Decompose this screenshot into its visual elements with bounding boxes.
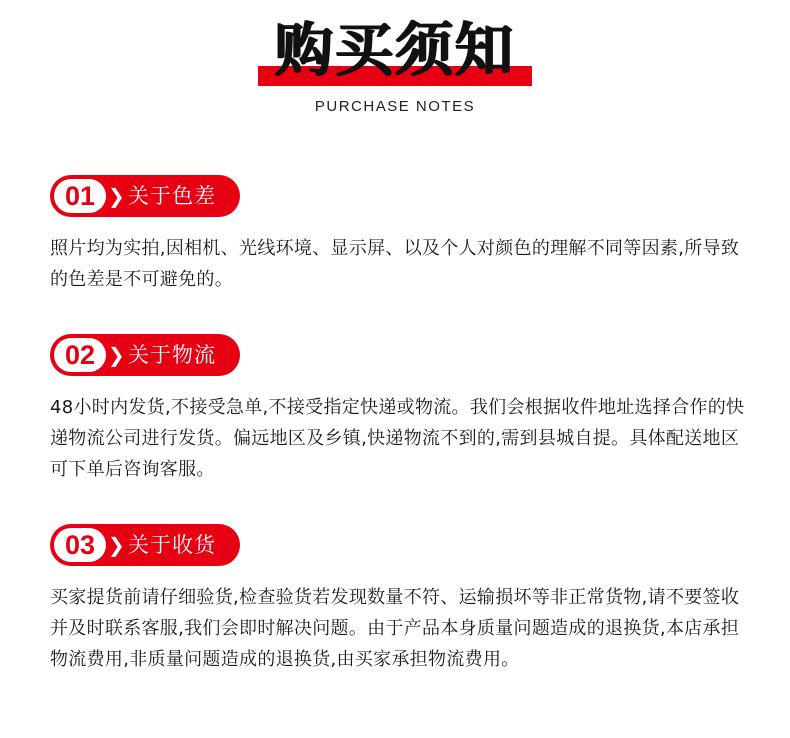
- page-subtitle: PURCHASE NOTES: [314, 98, 476, 115]
- chevron-right-icon: ❯: [108, 343, 125, 367]
- section-body-text: 照片均为实拍,因相机、光线环境、显示屏、以及个人对颜色的理解不同等因素,所导致的色差是不可避免的。: [50, 238, 740, 290]
- section-body-text: 48小时内发货,不接受急单,不接受指定快递或物流。我们会根据收件地址选择合作的快递物流公司进行发货。偏远地区及乡镇,快递物流不到的,需到县城自提。具体配送地区可下单后咨询客服。: [50, 397, 745, 480]
- chevron-right-icon: ❯: [108, 533, 125, 557]
- section-color-difference: [50, 175, 760, 295]
- section-number-badge: 03: [54, 528, 106, 562]
- section-number-badge: 02: [54, 338, 106, 372]
- section-receiving: [50, 524, 760, 675]
- section-heading-pill: [50, 175, 240, 217]
- section-logistics: [50, 334, 760, 485]
- page-header: [0, 0, 790, 130]
- section-number-badge: 01: [54, 179, 106, 213]
- section-heading-label: 关于色差: [128, 184, 216, 208]
- section-heading-pill: [50, 524, 240, 566]
- section-body-text: 买家提货前请仔细验货,检查验货若发现数量不符、运输损坏等非正常货物,请不要签收并及时联系客服,我们会即时解决问题。由于产品本身质量问题造成的退换货,本店承担物流费用,非质量问题造成的退换货,由买家承担物流费用。: [50, 587, 740, 670]
- chevron-right-icon: ❯: [108, 184, 125, 208]
- section-heading-pill: [50, 334, 240, 376]
- section-heading-label: 关于物流: [128, 343, 216, 367]
- page-title: 购买须知: [274, 16, 515, 84]
- section-heading-label: 关于收货: [128, 533, 216, 557]
